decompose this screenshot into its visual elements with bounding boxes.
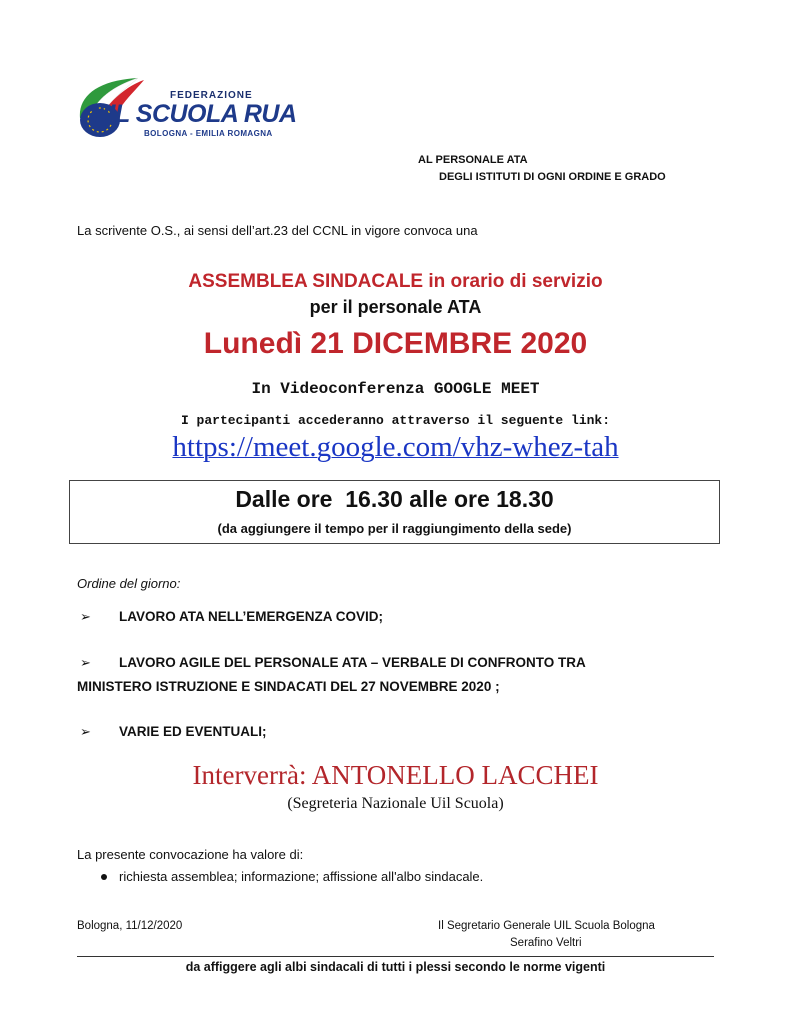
validity-item [101, 869, 483, 884]
assembly-date: Lunedì 21 DICEMBRE 2020 [203, 327, 588, 360]
arrow-bullet-icon: ➢ [80, 655, 91, 670]
speaker-role: (Segreteria Nazionale Uil Scuola) [287, 795, 504, 812]
arrow-bullet-icon: ➢ [80, 724, 91, 739]
logo-federazione: FEDERAZIONE [170, 90, 253, 101]
arrow-bullet-icon: ➢ [80, 609, 91, 624]
posting-note: da affiggere agli albi sindacali di tutti i plessi secondo le norme vigenti [185, 960, 606, 974]
validity-intro: La presente convocazione ha valore di: [77, 847, 304, 862]
meeting-link[interactable]: https://meet.google.com/vhz-whez-tah [172, 431, 619, 463]
place-date: Bologna, 11/12/2020 [77, 920, 183, 932]
agenda-item-1: LAVORO ATA NELL’EMERGENZA COVID; [119, 609, 383, 624]
agenda-item-2-line-1: LAVORO AGILE DEL PERSONALE ATA – VERBALE DI CONFRONTO TRA [119, 655, 586, 670]
union-logo [74, 74, 304, 144]
time-range: Dalle ore 16.30 alle ore 18.30 [235, 486, 554, 512]
recipient-line-2: DEGLI ISTITUTI DI OGNI ORDINE E GRADO [439, 171, 666, 183]
signer-name: Serafino Veltri [510, 937, 582, 949]
logo-region: BOLOGNA - EMILIA ROMAGNA [144, 129, 273, 138]
signer-title: Il Segretario Generale UIL Scuola Bologna [438, 920, 655, 932]
intro-text: La scrivente O.S., ai sensi dell’art.23 del CCNL in vigore convoca una [77, 223, 478, 238]
validity-item-text: richiesta assemblea; informazione; affissione all'albo sindacale. [119, 869, 484, 884]
recipient-line-1: AL PERSONALE ATA [418, 154, 528, 166]
assembly-title: ASSEMBLEA SINDACALE in orario di servizio [188, 271, 603, 292]
assembly-subtitle: per il personale ATA [309, 297, 482, 317]
speaker-name: Interverrà: ANTONELLO LACCHEI [192, 760, 599, 790]
access-text: I partecipanti accederanno attraverso il seguente link: [180, 413, 611, 428]
time-box [69, 480, 720, 544]
agenda-item-3: VARIE ED EVENTUALI; [119, 724, 267, 739]
logo-name: UIL SCUOLA RUA [91, 100, 297, 128]
bullet-dot-icon [101, 874, 107, 880]
footer-divider [77, 956, 714, 957]
agenda-item-2-line-2: MINISTERO ISTRUZIONE E SINDACATI DEL 27 NOVEMBRE 2020 ; [77, 679, 500, 694]
time-note: (da aggiungere il tempo per il raggiungimento della sede) [217, 521, 572, 536]
agenda-label: Ordine del giorno: [77, 576, 181, 591]
meeting-mode: In Videoconferenza GOOGLE MEET [251, 380, 540, 398]
